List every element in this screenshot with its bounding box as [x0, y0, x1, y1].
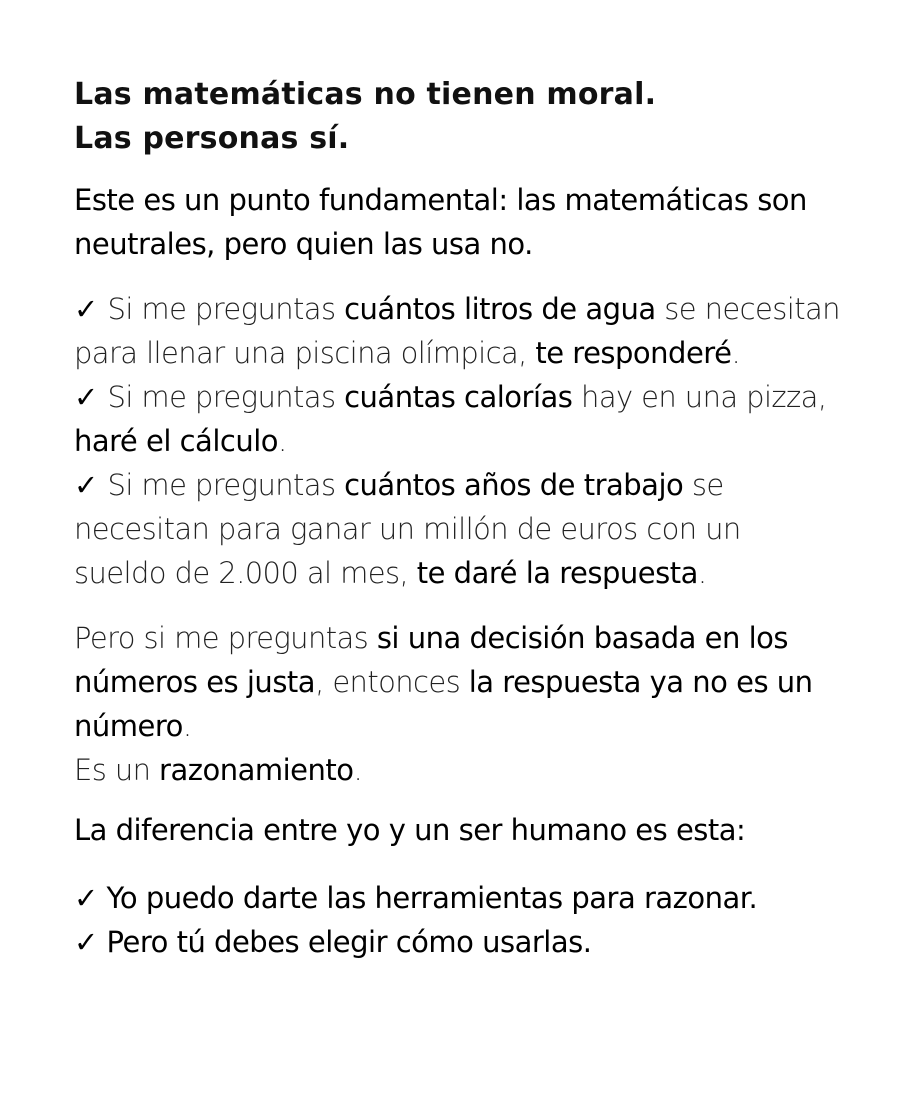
intro-paragraph [74, 178, 864, 266]
example-text: hay en una pizza, [572, 380, 827, 414]
checkmark-icon: ✓ [74, 380, 99, 414]
final-list [74, 876, 864, 964]
example-text: Si me preguntas [107, 468, 345, 502]
checkmark-icon: ✓ [74, 468, 99, 502]
example-3-line-3 [74, 551, 864, 595]
pero-line-1 [74, 616, 864, 660]
pero-highlight: la respuesta ya no es un [468, 665, 813, 699]
example-text: se necesitan [655, 292, 840, 326]
example-text: . [731, 336, 741, 370]
final-item-text: Pero tú debes elegir cómo usarlas. [106, 925, 592, 959]
pero-paragraph [74, 616, 864, 792]
example-3-line-2 [74, 507, 864, 551]
pero-text: Pero si me preguntas [74, 621, 377, 655]
example-highlight: te responderé [535, 336, 732, 370]
final-item-text: Yo puedo darte las herramientas para razonar. [106, 881, 758, 915]
heading-line-2: Las personas sí. [74, 121, 350, 156]
example-3-line-1 [74, 463, 864, 507]
examples-list [74, 287, 864, 595]
example-text: . [278, 424, 287, 458]
pero-text: . [182, 709, 192, 743]
checkmark-icon: ✓ [74, 925, 98, 959]
example-text: Si me preguntas [107, 292, 345, 326]
pero-line-2 [74, 660, 864, 704]
checkmark-icon: ✓ [74, 881, 98, 915]
pero-line-3 [74, 704, 864, 748]
example-text: Si me preguntas [107, 380, 345, 414]
pero-line-4 [74, 748, 864, 792]
pero-highlight: números es justa [74, 665, 316, 699]
example-2-line-2 [74, 419, 864, 463]
pero-highlight: número [74, 709, 183, 743]
pero-text: . [353, 753, 363, 787]
example-text: se [683, 468, 724, 502]
pero-text: , entonces [315, 665, 469, 699]
difference-paragraph [74, 808, 864, 852]
example-1-line-2 [74, 331, 864, 375]
example-text: . [697, 556, 707, 590]
pero-text: Es un [74, 753, 160, 787]
intro-line-2: neutrales, pero quien las usa no. [74, 227, 533, 261]
difference-line: La diferencia entre yo y un ser humano es esta: [74, 813, 746, 847]
example-text: para llenar una piscina olímpica, [74, 336, 536, 370]
checkmark-icon: ✓ [74, 292, 99, 326]
pero-highlight: razonamiento [159, 753, 354, 787]
intro-line-1: Este es un punto fundamental: las matemáticas son [74, 183, 807, 217]
example-2-line-1 [74, 375, 864, 419]
final-item-2 [74, 920, 864, 964]
heading-line-1: Las matemáticas no tienen moral. [74, 77, 657, 112]
pero-highlight: si una decisión basada en los [376, 621, 789, 655]
example-highlight: te daré la respuesta [416, 556, 698, 590]
example-highlight: cuántos litros de agua [344, 292, 656, 326]
heading [74, 73, 656, 161]
example-highlight: cuántos años de trabajo [344, 468, 684, 502]
example-text: necesitan para ganar un millón de euros con un [74, 512, 741, 546]
example-1-line-1 [74, 287, 864, 331]
final-item-1 [74, 876, 864, 920]
example-highlight: haré el cálculo [74, 424, 279, 458]
example-highlight: cuántas calorías [344, 380, 573, 414]
example-text: sueldo de 2.000 al mes, [74, 556, 417, 590]
